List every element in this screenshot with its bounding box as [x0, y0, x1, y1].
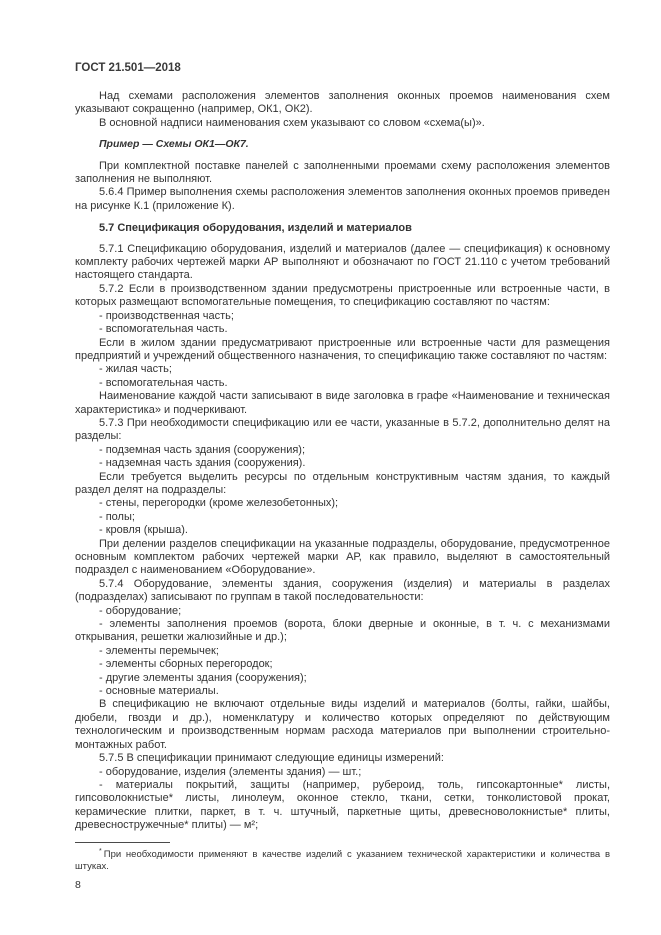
paragraph: 5.7.4 Оборудование, элементы здания, сооружения (изделия) и материалы в разделах (подразделах) записывают по группам в такой последовательности: [75, 577, 610, 604]
list-item: - стены, перегородки (кроме железобетонных); [99, 497, 339, 510]
document-body [75, 90, 610, 833]
paragraph: Наименование каждой части записывают в виде заголовка в графе «Наименование и техническая характеристика» и подчеркивают. [75, 390, 610, 416]
example-note: Пример — Схемы ОК1—ОК7. [99, 138, 249, 151]
footnote [75, 846, 610, 873]
list-item: - основные материалы. [99, 685, 219, 698]
section-heading: 5.7 Спецификация оборудования, изделий и материалов [99, 222, 412, 235]
list-item: - оборудование; [99, 604, 182, 617]
paragraph: При комплектной поставке панелей с заполненными проемами схему расположения элементов заполнения не выполняют. [75, 159, 610, 186]
paragraph: В основной надписи наименования схем указывают со словом «схема(ы)». [99, 116, 485, 129]
list-item: - элементы перемычек; [99, 644, 219, 657]
paragraph: 5.6.4 Пример выполнения схемы расположения элементов заполнения оконных проемов приведен на рисунке К.1 (приложение К). [75, 186, 610, 212]
paragraph: Если требуется выделить ресурсы по отдельным конструктивным частям здания, то каждый раздел делят на подразделы: [75, 470, 610, 496]
list-item: - кровля (крыша). [99, 524, 188, 537]
list-item: - подземная часть здания (сооружения); [99, 443, 306, 456]
footnote-text: При необходимости применяют в качестве изделий с указанием технической характеристики и количества в штуках. [75, 848, 610, 872]
footnote-separator [75, 842, 170, 843]
paragraph: 5.7.1 Спецификацию оборудования, изделий и материалов (далее — спецификация) к основному комплекту рабочих чертежей марки АР выполняют и обозначают по ГОСТ 21.110 с учетом требований настоящего стандарта. [75, 242, 610, 282]
document-header: ГОСТ 21.501—2018 [75, 62, 181, 74]
list-item: - вспомогательная часть. [99, 376, 228, 389]
paragraph: При делении разделов спецификации на указанные подразделы, оборудование, предусмотренное основным комплектом рабочих чертежей марки АР, как правило, выделяют в самостоятельный подраздел с наименованием «Оборудование». [75, 537, 610, 577]
list-item: - жилая часть; [99, 363, 172, 376]
paragraph: В спецификацию не включают отдельные виды изделий и материалов (болты, гайки, шайбы, дюбели, гвозди и др.), номенклатуру и количество которых определяют по действующим технологическим и производственным нормам расхода материалов при выполнении строительно-монтажных работ. [75, 698, 610, 751]
page-number: 8 [75, 878, 81, 891]
list-item: - элементы сборных перегородок; [99, 658, 273, 671]
paragraph: 5.7.5 В спецификации принимают следующие единицы измерений: [99, 752, 444, 765]
list-item: - полы; [99, 510, 135, 523]
paragraph: Если в жилом здании предусматривают пристроенные или встроенные части для размещения предприятий и учреждений общественного назначения, то спецификацию также составляют по частям: [75, 336, 610, 362]
paragraph: 5.7.2 Если в производственном здании предусмотрены пристроенные или встроенные части, в которых размещают вспомогательные помещения, то спецификацию составляют по частям: [75, 282, 610, 309]
paragraph: 5.7.3 При необходимости спецификацию или ее части, указанные в 5.7.2, дополнительно делят на разделы: [75, 416, 610, 443]
list-item: - вспомогательная часть. [99, 323, 228, 336]
list-item: - элементы заполнения проемов (ворота, блоки дверные и оконные, в т. ч. с механизмами открывания, решетки жалюзийные и др.); [75, 618, 610, 644]
list-item: - материалы покрытий, защиты (например, рубероид, толь, гипсокартонные* листы, гипсоволокнистые* листы, линолеум, оконное стекло, ткани, сетки, тонколистовой прокат, керамические плитки, паркет, в т. ч. штучный, паркетные щиты, древесноволокнистые* плиты, древесностружечные* плиты) — м²; [75, 778, 610, 832]
paragraph: Над схемами расположения элементов заполнения оконных проемов наименования схем указывают сокращенно (например, ОК1, ОК2). [75, 90, 610, 116]
footnote-area [75, 842, 610, 873]
list-item: - надземная часть здания (сооружения). [99, 457, 306, 470]
list-item: - другие элементы здания (сооружения); [99, 671, 307, 684]
list-item: - оборудование, изделия (элементы здания) — шт.; [99, 765, 362, 778]
footnote-marker: * [99, 847, 102, 855]
list-item: - производственная часть; [99, 309, 234, 322]
